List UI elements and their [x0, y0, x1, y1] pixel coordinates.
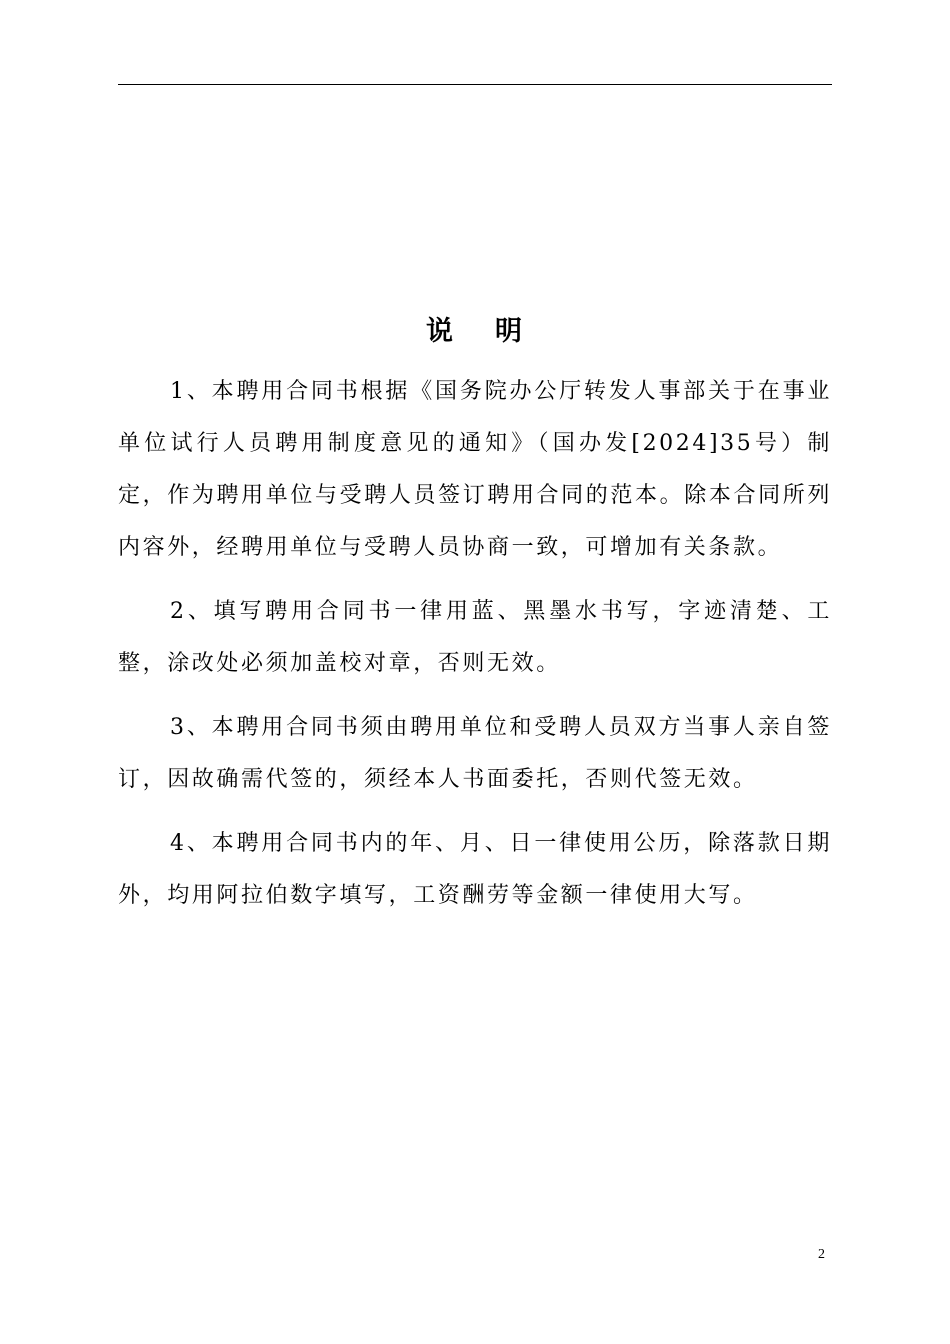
title-char-1: 说 [426, 316, 455, 347]
page-number: 2 [818, 1247, 825, 1262]
instruction-paragraph-4: 4、本聘用合同书内的年、月、日一律使用公历，除落款日期外，均用阿拉伯数字填写，工资酬劳等金额一律使用大写。 [118, 831, 832, 908]
page-title [0, 310, 950, 354]
instructions-body [118, 366, 832, 922]
instruction-paragraph-3: 3、本聘用合同书须由聘用单位和受聘人员双方当事人亲自签订，因故确需代签的，须经本人书面委托，否则代签无效。 [118, 715, 832, 792]
instruction-paragraph-2: 2、填写聘用合同书一律用蓝、黑墨水书写，字迹清楚、工整，涂改处必须加盖校对章，否则无效。 [118, 599, 832, 676]
instruction-paragraph-1: 1、本聘用合同书根据《国务院办公厅转发人事部关于在事业单位试行人员聘用制度意见的通知》（国办发[2024]35号）制定，作为聘用单位与受聘人员签订聘用合同的范本。除本合同所列内容外，经聘用单位与受聘人员协商一致，可增加有关条款。 [118, 379, 832, 560]
header-rule [118, 84, 832, 85]
title-char-2: 明 [495, 316, 524, 347]
